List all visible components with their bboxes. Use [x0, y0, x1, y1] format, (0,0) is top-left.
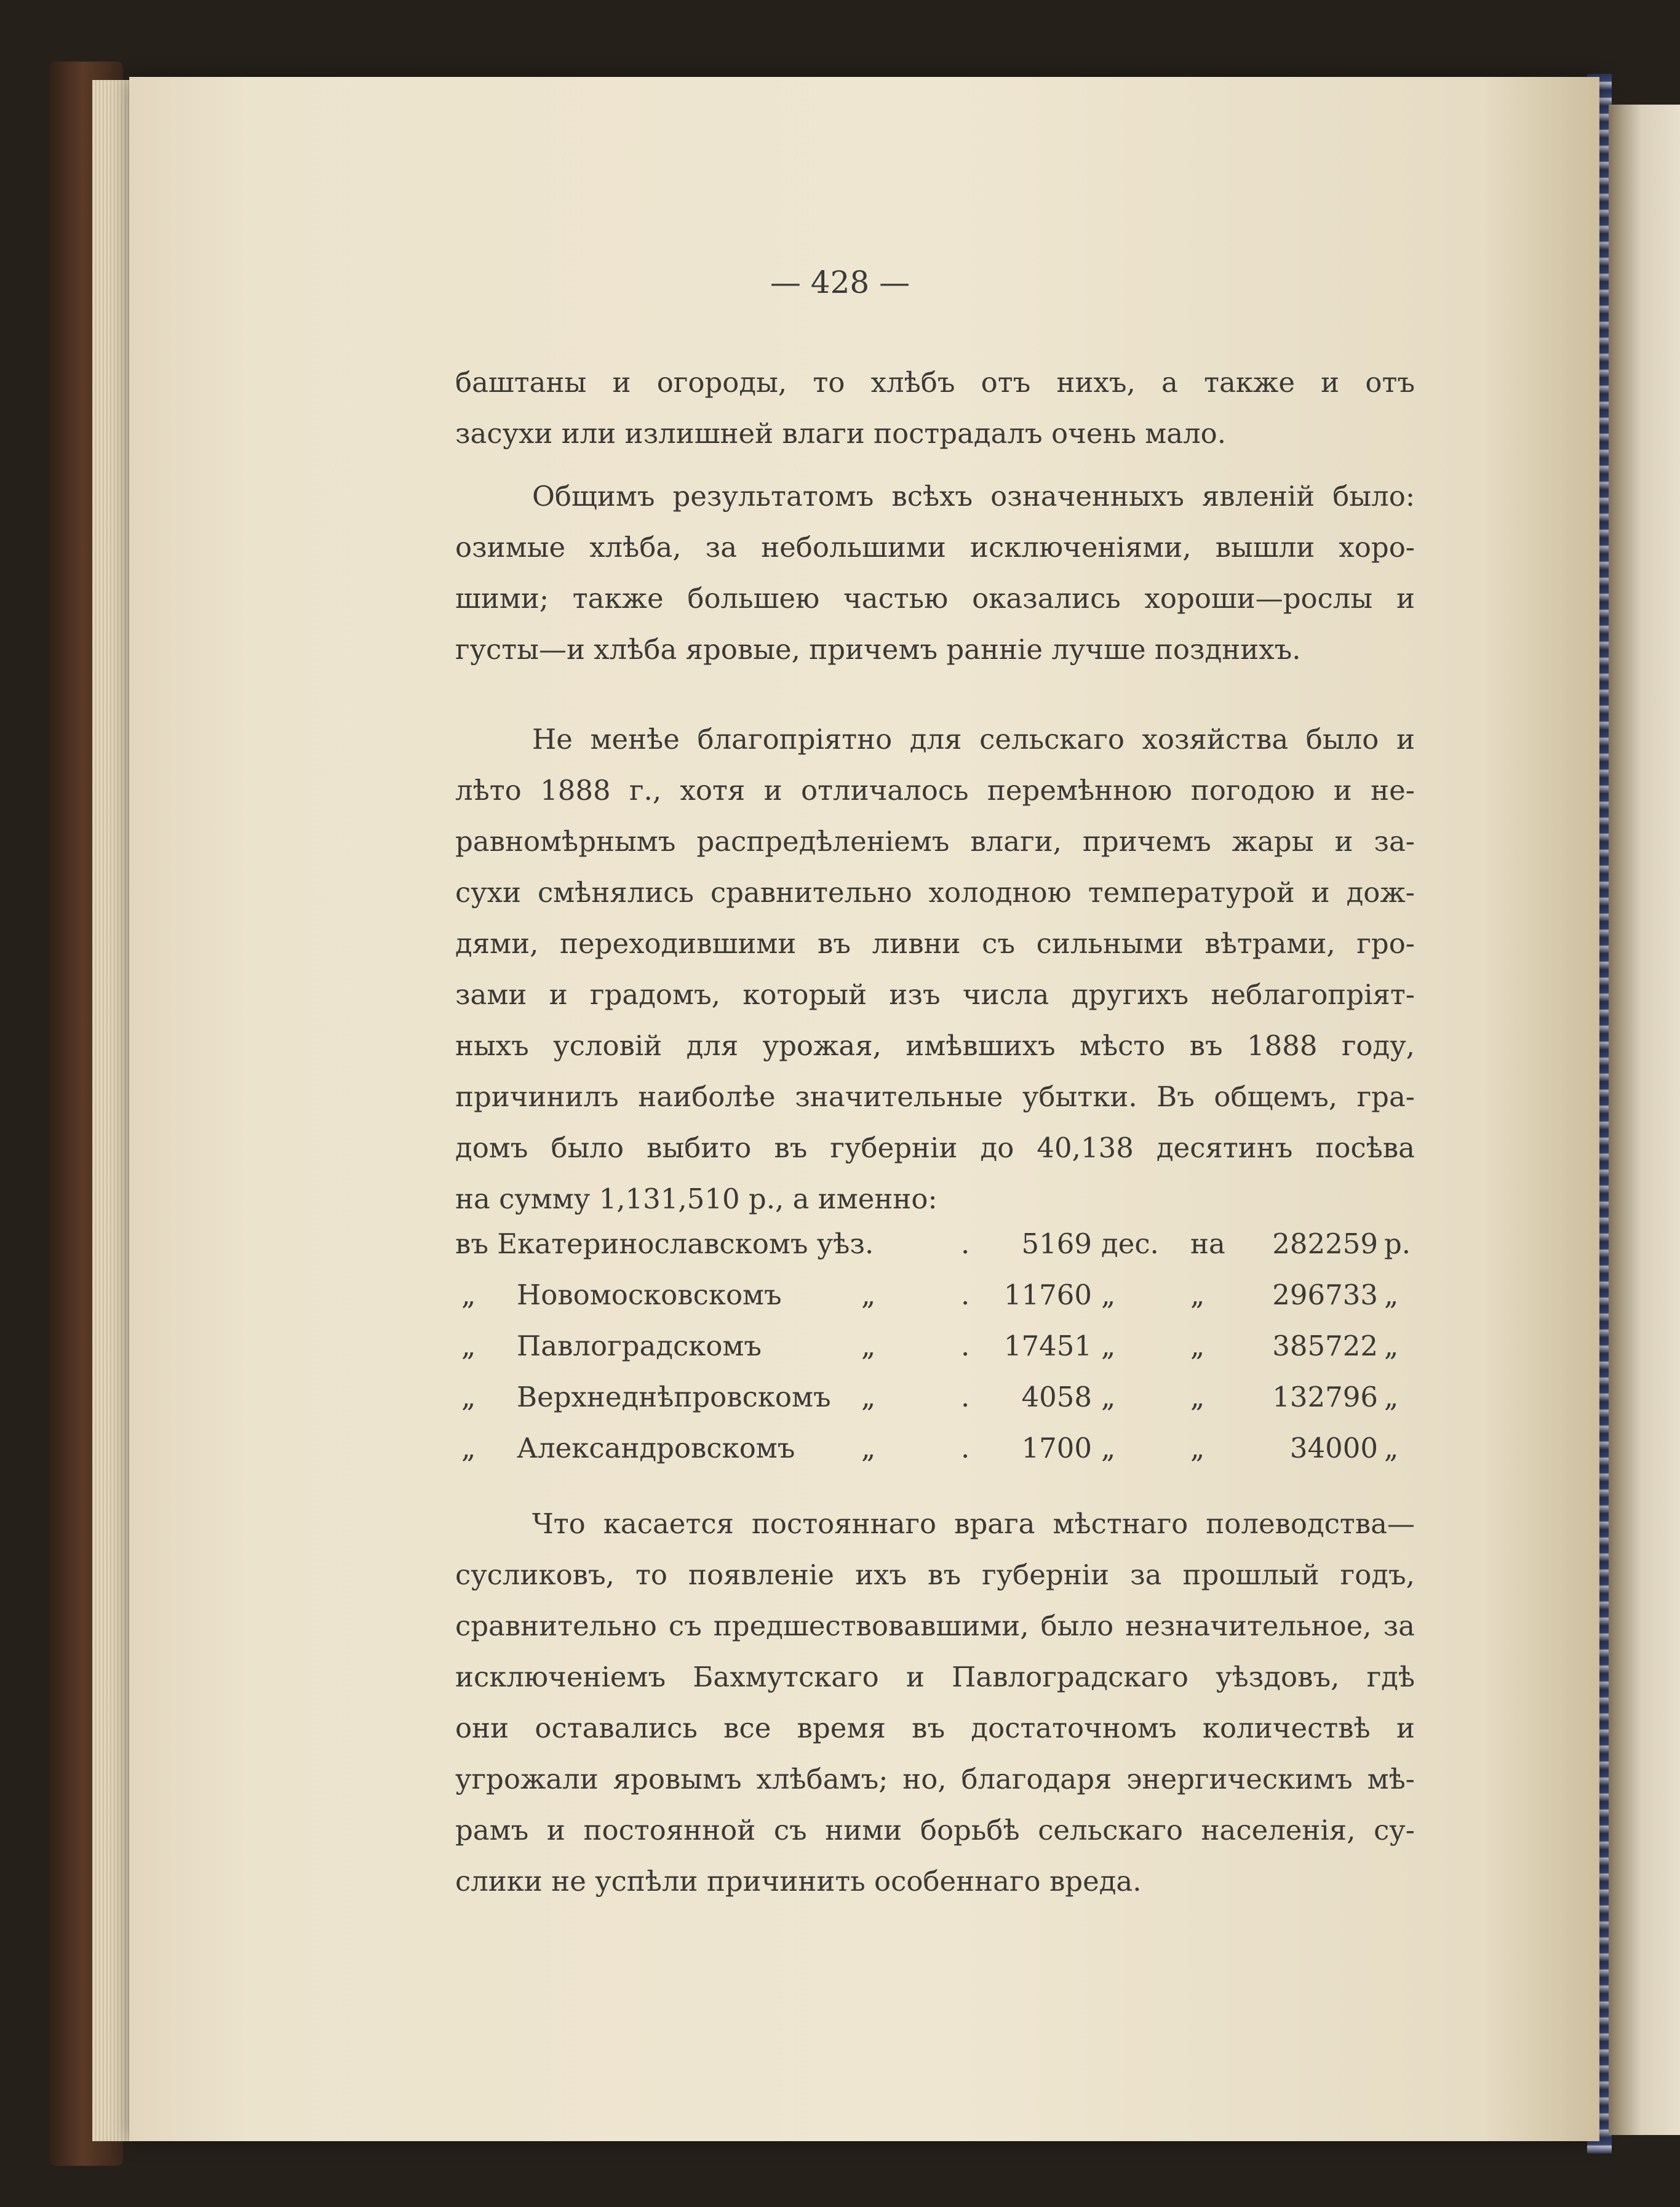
page-number: — 428 —: [770, 265, 910, 300]
text-line: засухи или излишней влаги пострадалъ очень мало.: [455, 417, 1227, 450]
leader-dot: .: [961, 1381, 970, 1413]
text-line: рамъ и постоянной съ ними борьбѣ сельскаго населенія, су-: [455, 1814, 1415, 1846]
sum-value: 385722: [1272, 1330, 1378, 1362]
district-name: Александровскомъ: [517, 1432, 795, 1464]
desyatin-value: 17451: [1003, 1330, 1092, 1362]
ditto-mark: „: [1101, 1432, 1116, 1464]
text-line: баштаны и огороды, то хлѣбъ отъ нихъ, а также и отъ: [455, 366, 1415, 399]
ditto-mark: „: [1190, 1279, 1205, 1311]
paragraph-4: [455, 1498, 1415, 1907]
text-line: ныхъ условій для урожая, имѣвшихъ мѣсто въ 1888 году,: [455, 1029, 1415, 1062]
facing-page: [1609, 105, 1680, 2135]
text-line: лѣто 1888 г., хотя и отличалось перемѣнною погодою и не-: [455, 774, 1415, 807]
table-row: [455, 1432, 1415, 1483]
district-name: въ Екатеринославскомъ уѣз.: [455, 1227, 874, 1260]
text-line: шими; также большею частью оказались хороши—рослы и: [455, 582, 1415, 615]
ditto-mark: „: [461, 1432, 476, 1464]
ditto-mark: „: [1384, 1279, 1399, 1311]
text-line: густы—и хлѣба яровые, причемъ ранніе лучше позднихъ.: [455, 633, 1301, 666]
ditto-mark: „: [1101, 1381, 1116, 1413]
table-row: [455, 1381, 1415, 1432]
text-line: слики не успѣли причинить особеннаго вреда.: [455, 1865, 1142, 1898]
ditto-mark: „: [1190, 1381, 1205, 1413]
on-label: на: [1190, 1227, 1225, 1260]
paragraph-2: [455, 471, 1415, 675]
text-line: Не менѣе благопріятно для сельскаго хозяйства было и: [532, 723, 1415, 756]
unit-label: дес.: [1101, 1227, 1159, 1260]
desyatin-value: 4058: [1021, 1381, 1092, 1413]
paragraph-3: [455, 714, 1415, 1224]
desyatin-value: 11760: [1003, 1279, 1092, 1311]
hail-damage-table: [455, 1227, 1415, 1483]
district-name: Верхнеднѣпровскомъ: [517, 1381, 831, 1413]
ditto-mark: „: [1384, 1432, 1399, 1464]
desyatin-value: 5169: [1021, 1227, 1092, 1260]
desyatin-value: 1700: [1021, 1432, 1092, 1464]
text-line: исключеніемъ Бахмутскаго и Павлоградскаго уѣздовъ, гдѣ: [455, 1661, 1415, 1693]
text-line: Что касается постояннаго врага мѣстнаго полеводства—: [532, 1507, 1415, 1540]
ditto-mark: „: [1101, 1279, 1116, 1311]
text-line: равномѣрнымъ распредѣленіемъ влаги, причемъ жары и за-: [455, 825, 1415, 858]
text-line: озимые хлѣба, за небольшими исключеніями, вышли хоро-: [455, 531, 1415, 564]
sum-value: 282259: [1272, 1227, 1378, 1260]
ditto-mark: „: [461, 1381, 476, 1413]
text-line: сравнительно съ предшествовавшими, было незначительное, за: [455, 1610, 1415, 1642]
ditto-mark: „: [1190, 1330, 1205, 1362]
ditto-mark: „: [1101, 1330, 1116, 1362]
text-line: угрожали яровымъ хлѣбамъ; но, благодаря энергическимъ мѣ-: [455, 1763, 1415, 1795]
ditto-mark: „: [1384, 1381, 1399, 1413]
ditto-mark: „: [861, 1330, 876, 1362]
text-line: они оставались все время въ достаточномъ количествѣ и: [455, 1712, 1415, 1744]
ditto-mark: „: [861, 1381, 876, 1413]
leader-dot: .: [961, 1279, 970, 1311]
text-line: на сумму 1,131,510 р., а именно:: [455, 1183, 938, 1215]
text-line: сусликовъ, то появленіе ихъ въ губерніи за прошлый годъ,: [455, 1558, 1415, 1591]
sum-value: 296733: [1272, 1279, 1378, 1311]
sum-value: 132796: [1272, 1381, 1378, 1413]
leader-dot: .: [961, 1432, 970, 1464]
ditto-mark: „: [461, 1330, 476, 1362]
table-row: [455, 1279, 1415, 1330]
table-row: [455, 1227, 1415, 1279]
ditto-mark: „: [861, 1432, 876, 1464]
text-line: причинилъ наиболѣе значительные убытки. Въ общемъ, гра-: [455, 1080, 1415, 1113]
district-name: Павлоградскомъ: [517, 1330, 762, 1362]
text-line: сухи смѣнялись сравнительно холодною температурой и дож-: [455, 876, 1415, 909]
district-name: Новомосковскомъ: [517, 1279, 782, 1311]
text-line: дями, переходившими въ ливни съ сильными вѣтрами, гро-: [455, 927, 1415, 960]
text-line: Общимъ результатомъ всѣхъ означенныхъ явленій было:: [532, 480, 1415, 513]
leader-dot: .: [961, 1227, 970, 1260]
text-line: домъ было выбито въ губерніи до 40,138 десятинъ посѣва: [455, 1131, 1415, 1164]
ditto-mark: „: [1190, 1432, 1205, 1464]
leader-dot: .: [961, 1330, 970, 1362]
sum-value: 34000: [1289, 1432, 1378, 1464]
ditto-mark: „: [461, 1279, 476, 1311]
ditto-mark: „: [1384, 1330, 1399, 1362]
table-row: [455, 1330, 1415, 1381]
currency-label: р.: [1384, 1227, 1411, 1260]
ditto-mark: „: [861, 1279, 876, 1311]
text-line: зами и градомъ, который изъ числа другихъ неблагопріят-: [455, 978, 1415, 1011]
paragraph-1: [455, 357, 1415, 459]
